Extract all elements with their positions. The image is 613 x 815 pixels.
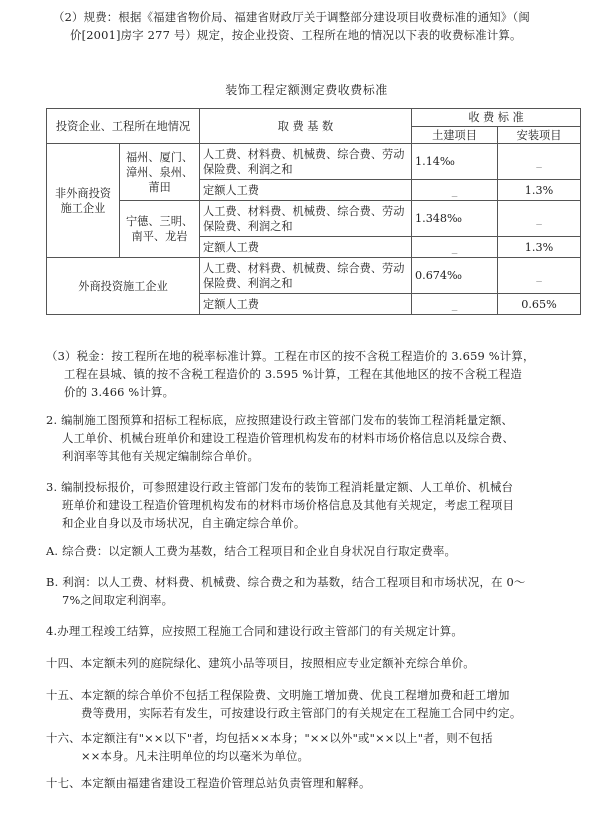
region-b: 宁德、三明、南平、龙岩 <box>120 201 200 258</box>
rate-cell: 0.674‰ <box>412 258 498 294</box>
table-title: 装饰工程定额测定费收费标准 <box>225 83 388 97</box>
table-row <box>47 201 581 237</box>
region-a: 福州、厦门、漳州、泉州、莆田 <box>120 144 200 201</box>
rate-cell: 0.65% <box>498 294 581 315</box>
basis-cell: 人工费、材料费、机械费、综合费、劳动保险费、利润之和 <box>200 144 412 180</box>
rate-cell: _ <box>498 258 581 294</box>
basis-cell: 定额人工费 <box>200 180 412 201</box>
header-install: 安装项目 <box>498 127 581 144</box>
rate-cell: 1.14‰ <box>412 144 498 180</box>
rate-cell: 1.348‰ <box>412 201 498 237</box>
paragraph-item-b: B. 利润：以人工费、材料费、机械费、综合费之和为基数，结合工程项目和市场状况，在 0～ 7%之间取定利润率。 <box>46 575 526 607</box>
rate-cell: 1.3% <box>498 180 581 201</box>
basis-cell: 定额人工费 <box>200 237 412 258</box>
table-row <box>47 144 581 180</box>
paragraph-item-3: 3. 编制投标报价，可参照建设行政主管部门发布的装饰工程消耗量定额、人工单价、机械台 班单价和建设工程造价管理机构发布的材料市场价格信息及其他有关规定，考虑工程项目 和企业自身以及市场状况，自主确定综合单价。 <box>46 480 515 530</box>
rate-cell: _ <box>412 237 498 258</box>
group-domestic: 非外商投资施工企业 <box>47 144 120 258</box>
fee-standard-table <box>46 108 581 315</box>
header-standard: 收 费 标 准 <box>412 109 581 127</box>
rate-cell: 1.3% <box>498 237 581 258</box>
paragraph-item-2: 2. 编制施工图预算和招标工程标底，应按照建设行政主管部门发布的装饰工程消耗量定额、 人工单价、机械台班单价和建设工程造价管理机构发布的材料市场价格信息以及综合费、 利润率等其他有关规定编制综合单价。 <box>46 413 515 463</box>
paragraph-item-4: 4.办理工程竣工结算，应按照工程施工合同和建设行政主管部门的有关规定计算。 <box>46 624 463 638</box>
basis-cell: 定额人工费 <box>200 294 412 315</box>
paragraph-section-14: 十四、本定额未列的庭院绿化、建筑小品等项目，按照相应专业定额补充综合单价。 <box>46 656 475 670</box>
paragraph-section-15: 十五、本定额的综合单价不包括工程保险费、文明施工增加费、优良工程增加费和赶工增加 费等费用，实际若有发生，可按建设行政主管部门的有关规定在工程施工合同中约定。 <box>46 688 522 720</box>
paragraph-section-16: 十六、本定额注有"××以下"者，均包括××本身；"××以外"或"××以上"者，则不包括 ××本身。凡未注明单位的均以毫米为单位。 <box>46 731 493 763</box>
rate-cell: _ <box>498 201 581 237</box>
table-row <box>47 258 581 294</box>
group-foreign: 外商投资施工企业 <box>47 258 200 315</box>
paragraph-tax: （3）税金：按工程所在地的税率标准计算。工程在市区的按不含税工程造价的 3.659 %计算， 工程在县城、镇的按不含税工程造价的 3.595 %计算，工程在其他地区的按不含税工程造 价的 3.466 %计算。 <box>46 349 535 399</box>
paragraph-fees: （2）规费：根据《福建省物价局、福建省财政厅关于调整部分建设项目收费标准的通知》（闽 价[2001]房字 277 号）规定，按企业投资、工程所在地的情况以下表的收费标准计算。 <box>53 10 530 42</box>
rate-cell: _ <box>498 144 581 180</box>
table-header-row <box>47 109 581 127</box>
basis-cell: 人工费、材料费、机械费、综合费、劳动保险费、利润之和 <box>200 201 412 237</box>
rate-cell: _ <box>412 294 498 315</box>
paragraph-item-a: A. 综合费：以定额人工费为基数，结合工程项目和企业自身状况自行取定费率。 <box>46 544 457 558</box>
header-region: 投资企业、工程所在地情况 <box>47 109 200 144</box>
rate-cell: _ <box>412 180 498 201</box>
header-civil: 土建项目 <box>412 127 498 144</box>
header-basis: 取 费 基 数 <box>200 109 412 144</box>
basis-cell: 人工费、材料费、机械费、综合费、劳动保险费、利润之和 <box>200 258 412 294</box>
paragraph-section-17: 十七、本定额由福建省建设工程造价管理总站负责管理和解释。 <box>46 776 371 790</box>
